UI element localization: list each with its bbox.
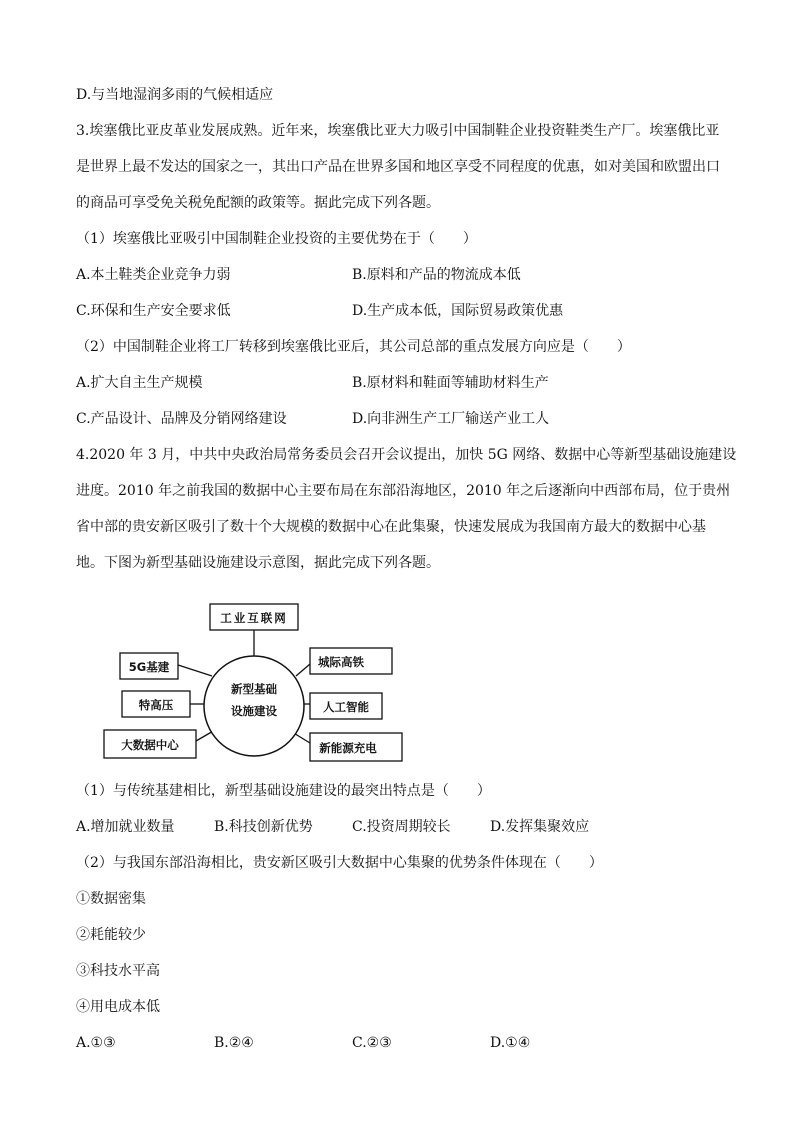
line-1: D.与当地湿润多雨的气候相适应 (76, 87, 274, 103)
label-industrial-internet: 工业互联网 (220, 611, 288, 625)
label-ev-charging: 新能源充电 (319, 741, 377, 755)
q3-2-option-b: B.原材料和鞋面等辅助材料生产 (352, 375, 549, 391)
label-uhv: 特高压 (138, 698, 174, 712)
q3-2-option-c: C.产品设计、品牌及分销网络建设 (76, 411, 287, 427)
box-uhv (122, 691, 190, 717)
box-5g (120, 653, 178, 679)
q4-1-option-a: A.增加就业数量 (76, 819, 175, 835)
label-5g: 5G基建 (128, 660, 170, 674)
question-4-stem-1: 4.2020 年 3 月，中共中央政治局常务委员会召开会议提出，加快 5G 网络、数据中心等新型基础设施建设 (76, 447, 737, 463)
q4-1-option-b: B.科技创新优势 (214, 819, 313, 835)
question-3-1: （1）埃塞俄比亚吸引中国制鞋企业投资的主要优势在于（ ） (76, 231, 477, 247)
q3-2-option-d: D.向非洲生产工厂输送产业工人 (352, 411, 550, 427)
q3-1-option-c: C.环保和生产安全要求低 (76, 303, 231, 319)
question-4-1: （1）与传统基建相比，新型基础设施建设的最突出特点是（ ） (76, 783, 491, 799)
q3-1-option-d: D.生产成本低，国际贸易政策优惠 (352, 303, 564, 319)
box-rail (310, 648, 392, 674)
infrastructure-diagram (100, 598, 410, 768)
question-3-stem-1: 3.埃塞俄比亚皮革业发展成熟。近年来，埃塞俄比亚大力吸引中国制鞋企业投资鞋类生产厂。埃塞俄比亚 (76, 123, 720, 139)
box-top (210, 604, 298, 630)
center-label-2: 设施建设 (231, 704, 277, 718)
q4-1-option-c: C.投资周期较长 (352, 819, 451, 835)
choice-2: ②耗能较少 (76, 927, 146, 943)
choice-4: ④用电成本低 (76, 999, 160, 1015)
question-4-stem-3: 省中部的贵安新区吸引了数十个大规模的数据中心在此集聚，快速发展成为我国南方最大的数据中心基 (76, 519, 706, 535)
question-3-2: （2）中国制鞋企业将工厂转移到埃塞俄比亚后，其公司总部的重点发展方向应是（ ） (76, 339, 631, 355)
label-big-data: 大数据中心 (121, 738, 179, 752)
q4-2-option-c: C.②③ (352, 1035, 392, 1051)
question-4-stem-2: 进度。2010 年之前我国的数据中心主要布局在东部沿海地区，2010 年之后逐渐向中西部布局，位于贵州 (76, 483, 731, 499)
question-4-2: （2）与我国东部沿海相比，贵安新区吸引大数据中心集聚的优势条件体现在（ ） (76, 855, 603, 871)
q4-2-option-d: D.①④ (490, 1035, 531, 1051)
q4-2-option-a: A.①③ (76, 1035, 116, 1051)
question-3-stem-3: 的商品可享受免关税免配额的政策等。据此完成下列各题。 (76, 195, 440, 211)
label-rail: 城际高铁 (318, 655, 364, 669)
q3-1-option-a: A.本土鞋类企业竞争力弱 (76, 267, 231, 283)
center-label-1: 新型基础 (231, 682, 277, 696)
label-ai: 人工智能 (323, 700, 369, 714)
choice-3: ③科技水平高 (76, 963, 160, 979)
question-4-stem-4: 地。下图为新型基础设施建设示意图，据此完成下列各题。 (76, 555, 440, 571)
box-ai (310, 693, 382, 719)
box-ev-charging (310, 733, 402, 761)
q4-2-option-b: B.②④ (214, 1035, 254, 1051)
q4-1-option-d: D.发挥集聚效应 (490, 819, 590, 835)
q3-2-option-a: A.扩大自主生产规模 (76, 375, 203, 391)
choice-1: ①数据密集 (76, 891, 146, 907)
q3-1-option-b: B.原料和产品的物流成本低 (352, 267, 521, 283)
box-big-data (104, 730, 196, 758)
question-3-stem-2: 是世界上最不发达的国家之一，其出口产品在世界多国和地区享受不同程度的优惠，如对美国和欧盟出口 (76, 159, 720, 175)
